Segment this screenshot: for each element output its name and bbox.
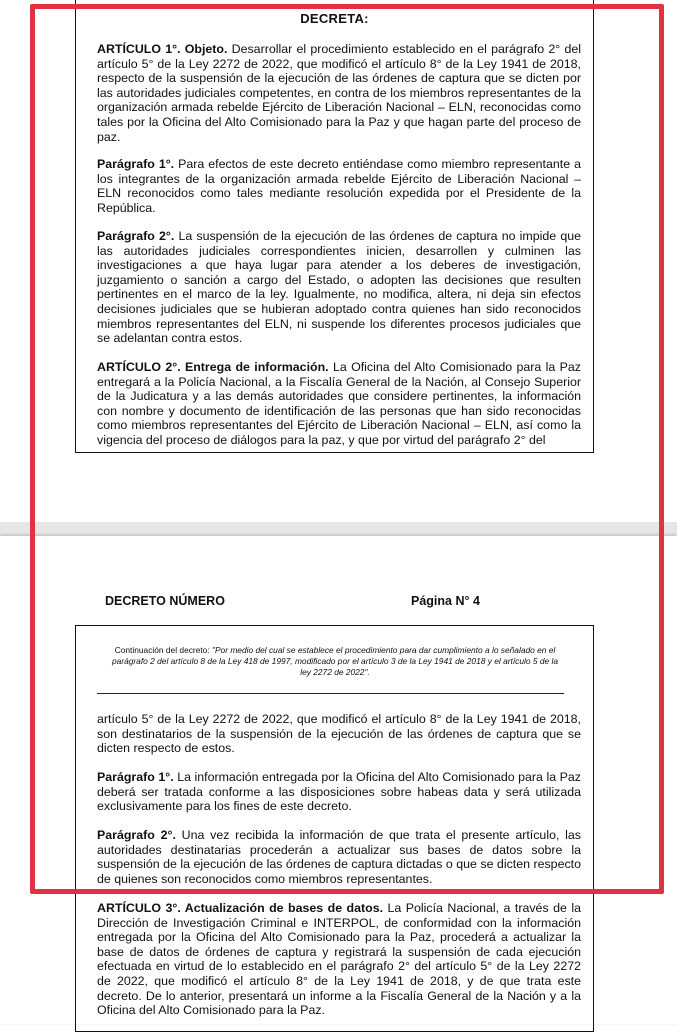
article-3-title: ARTÍCULO 3°. Actualización de bases de datos. [97,901,384,915]
article-2-paragrafo-1-text: La información entregada por la Oficina del Alto Comisionado para la Paz deberá ser tratada conforme a las disposiciones sobre habeas data y será utilizada exclusivamente para los fines de este decreto. [97,770,581,814]
continuation-note [110,645,560,678]
continuation-divider [97,693,564,694]
article-1-title: ARTÍCULO 1°. Objeto. [97,42,228,56]
article-2-paragrafo-2-title: Parágrafo 2°. [97,828,176,842]
article-2-paragrafo-2 [97,828,581,886]
article-1-paragrafo-1 [97,157,581,215]
continuation-label: Continuación del decreto: [114,645,210,655]
page-separator [0,522,677,536]
continuation-text: "Por medio del cual se establece el procedimiento para dar cumplimiento a lo señalado en el parágrafo 2 del artículo 8 de la Ley 418 de 1997, modificado por el artículo 3 de la Ley 1941 de 2018 y el artículo 5 de la ley 2272 de 2022". [111,645,559,677]
article-1-paragraph [97,42,581,144]
article-2-continuation [97,712,581,756]
article-2-paragrafo-2-text: Una vez recibida la información de que trata el presente artículo, las autoridades destinatarias procederán a actualizar sus bases de datos sobre la suspensión de la ejecución de las órdenes de captura dictadas o que se dicten respecto de quienes son reconocidos como miembros representantes. [97,828,581,886]
article-2-paragrafo-1 [97,770,581,814]
article-1-paragrafo-1-text: Para efectos de este decreto entiéndase como miembro representante a los integrantes de la organización armada rebelde Ejército de Liberación Nacional – ELN reconocidos como tales mediante resolución expedida por el Presidente de la República. [97,157,581,215]
article-1-paragrafo-2-title: Parágrafo 2°. [97,229,175,243]
article-2-paragrafo-1-title: Parágrafo 1°. [97,770,174,784]
article-2-text: La Oficina del Alto Comisionado para la Paz entregará a la Policía Nacional, a la Fiscalía General de la Nación, al Consejo Superior de la Judicatura y a las demás autoridades que considere pertinentes, la información con nombre y documento de identificación de las personas que han sido reconocidas como miembros representantes del Ejército de Liberación Nacional – ELN, así como la vigencia del proceso de diálogos para la paz, y que por virtud del parágrafo 2° del [97,360,581,447]
article-2-continuation-text: artículo 5° de la Ley 2272 de 2022, que modificó el artículo 8° de la Ley 1941 de 2018, son destinatarios de la suspensión de la ejecución de las órdenes de captura que se dicten respecto de estos. [97,712,581,756]
article-1-paragrafo-2 [97,229,581,346]
article-1-text: Desarrollar el procedimiento establecido en el parágrafo 2° del artículo 5° de la Ley 2272 de 2022, que modificó el artículo 8° de la Ley 1941 de 2018, respecto de la suspensión de la ejecución de las órdenes de captura que se dicten por las autoridades judiciales competentes, en contra de los miembros representantes de la organización armada rebelde Ejército de Liberación Nacional – ELN, reconocidas como tales por la Oficina del Alto Comisionado para la Paz y que hagan parte del proceso de paz. [97,42,581,144]
article-2-paragraph [97,360,581,448]
article-1-paragrafo-2-text: La suspensión de la ejecución de las órdenes de captura no impide que las autoridades judiciales correspondientes inicien, desarrollen y culminen las investigaciones a que haya lugar para atender a los deberes de investigación, juzgamiento o sanción a cargo del Estado, o adopten las decisiones que resulten pertinentes en el marco de la ley. Igualmente, no modifica, altera, ni deja sin efectos decisiones judiciales que se hubieran adoptado contra quienes han sido reconocidos miembros representantes del ELN, ni suspende los diferentes procesos judiciales que se adelantan contra estos. [97,229,581,346]
article-2-title: ARTÍCULO 2°. Entrega de información. [97,360,329,374]
page-number-label: Página N° 4 [411,594,480,608]
article-3-paragraph [97,901,581,1018]
decreta-heading: DECRETA: [300,11,369,26]
article-3-text: La Policía Nacional, a través de la Dirección de Investigación Criminal e INTERPOL, de conformidad con la información entregada por la Oficina del Alto Comisionado para la Paz, procederá a actualizar la base de datos de órdenes de captura y registrará la suspensión de cada ejecución efectuada en virtud de lo establecido en el parágrafo 2° del artículo 5° de la Ley 2272 de 2022, que modificó el artículo 8° de la Ley 1941 de 2018, y de que trata este decreto. De lo anterior, presentará un informe a la Fiscalía General de la Nación y a la Oficina del Alto Comisionado para la Paz. [97,901,581,1018]
decree-number-label: DECRETO NÚMERO [105,594,225,608]
article-1-paragrafo-1-title: Parágrafo 1°. [97,157,175,171]
